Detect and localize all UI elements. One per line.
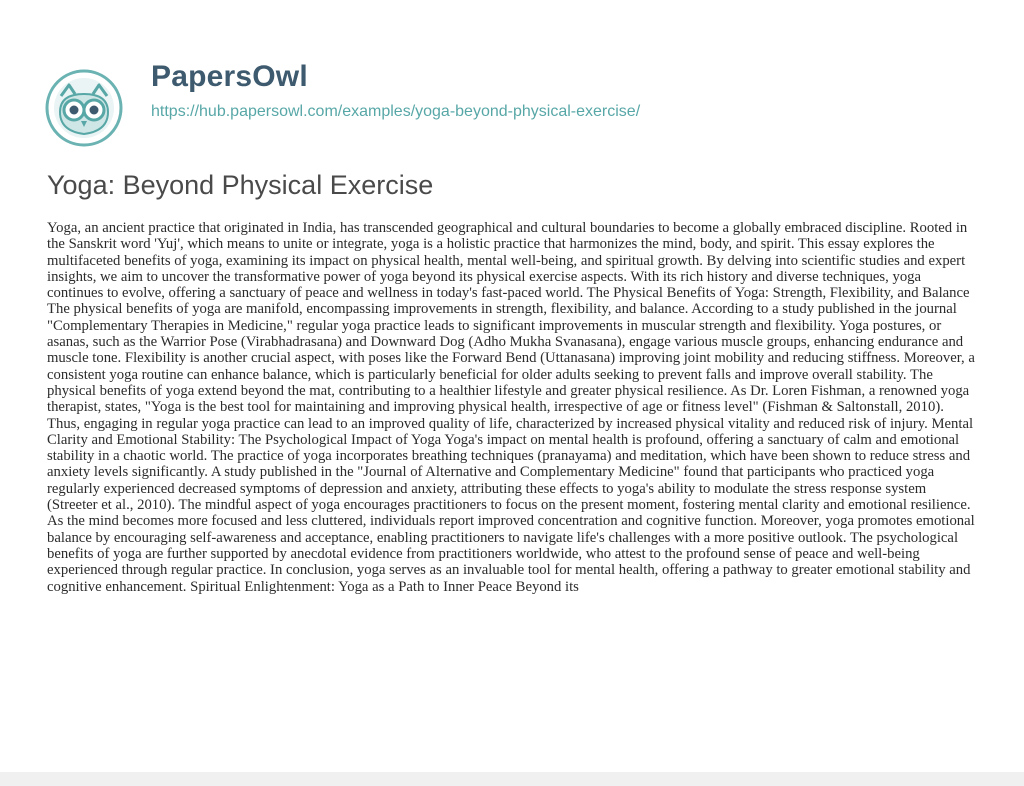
footer-band	[0, 772, 1024, 786]
brand-name: PapersOwl	[151, 60, 308, 93]
source-url-link[interactable]: https://hub.papersowl.com/examples/yoga-beyond-physical-exercise/	[151, 103, 641, 120]
page-title: Yoga: Beyond Physical Exercise	[47, 170, 434, 200]
article-body: Yoga, an ancient practice that originated in India, has transcended geographical and cultural boundaries to become a globally embraced discipline. Rooted in the Sanskrit word 'Yuj', which means to unite or integrate, yoga is a holistic practice that harmonizes the mind, body, and spirit. This essay explores the multifaceted benefits of yoga, examining its impact on physical health, mental well-being, and spiritual growth. By delving into scientific studies and expert insights, we aim to uncover the transformative power of yoga beyond its physical exercise aspects. With its rich history and diverse techniques, yoga continues to evolve, offering a sanctuary of peace and wellness in today's fast-paced world. The Physical Benefits of Yoga: Strength, Flexibility, and Balance The physical benefits of yoga are manifold, encompassing improvements in strength, flexibility, and balance. According to a study published in the journal "Complementary Therapies in Medicine," regular yoga practice leads to significant improvements in muscular strength and flexibility. Yoga postures, or asanas, such as the Warrior Pose (Virabhadrasana) and Downward Dog (Adho Mukha Svanasana), engage various muscle groups, enhancing endurance and muscle tone. Flexibility is another crucial aspect, with poses like the Forward Bend (Uttanasana) improving joint mobility and reducing stiffness. Moreover, a consistent yoga routine can enhance balance, which is particularly beneficial for older adults seeking to prevent falls and improve overall stability. The physical benefits of yoga extend beyond the mat, contributing to a healthier lifestyle and greater physical resilience. As Dr. Loren Fishman, a renowned yoga therapist, states, "Yoga is the best tool for maintaining and improving physical health, irrespective of age or fitness level" (Fishman & Saltonstall, 2010). Thus, engaging in regular yoga practice can lead to an improved quality of life, characterized by increased physical vitality and reduced risk of injury. Mental Clarity and Emotional Stability: The Psychological Impact of Yoga Yoga's impact on mental health is profound, offering a sanctuary of calm and emotional stability in a chaotic world. The practice of yoga incorporates breathing techniques (pranayama) and meditation, which have been shown to reduce stress and anxiety levels significantly. A study published in the "Journal of Alternative and Complementary Medicine" found that participants who practiced yoga regularly experienced decreased symptoms of depression and anxiety, attributing these effects to yoga's ability to modulate the stress response system (Streeter et al., 2010). The mindful aspect of yoga encourages practitioners to focus on the present moment, fostering mental clarity and emotional resilience. As the mind becomes more focused and less cluttered, individuals report improved concentration and cognitive function. Moreover, yoga promotes emotional balance by encouraging self-awareness and acceptance, enabling practitioners to navigate life's challenges with a more positive outlook. The psychological benefits of yoga are further supported by anecdotal evidence from practitioners worldwide, who attest to the profound sense of peace and well-being experienced through regular practice. In conclusion, yoga serves as an invaluable tool for mental health, offering a pathway to greater emotional stability and cognitive enhancement. Spiritual Enlightenment: Yoga as a Path to Inner Peace Beyond its	[47, 220, 975, 595]
owl-icon	[44, 68, 124, 148]
